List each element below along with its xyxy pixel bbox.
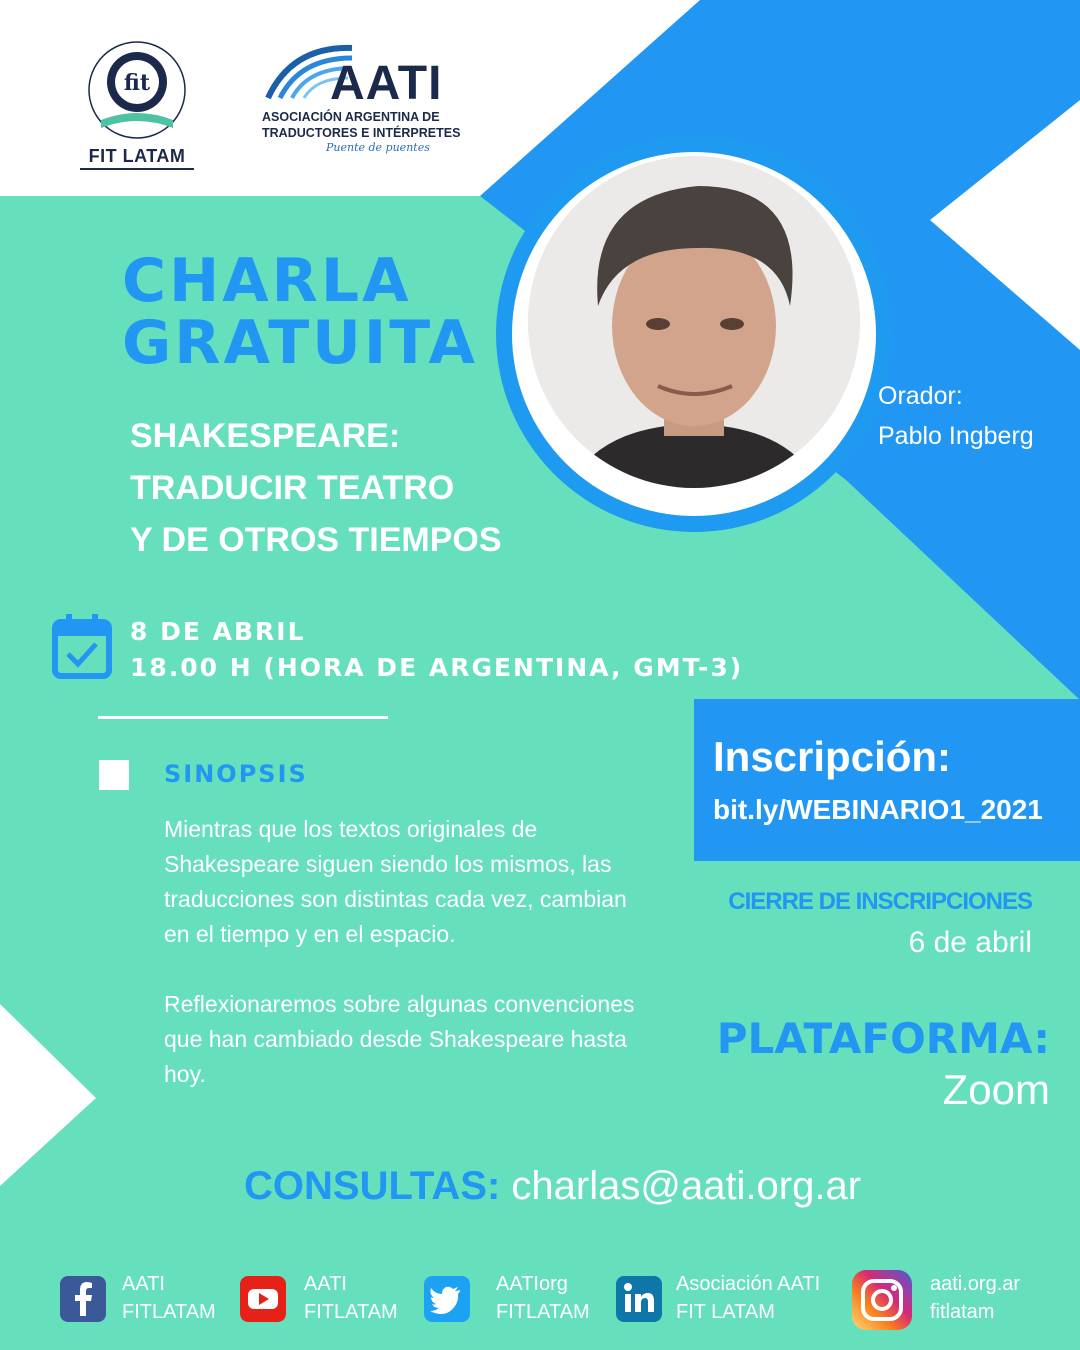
event-time: 18.00 H (HORA DE ARGENTINA, GMT-3) xyxy=(130,653,744,682)
social-facebook-line2: FITLATAM xyxy=(122,1301,216,1323)
youtube-icon[interactable] xyxy=(240,1276,286,1322)
event-datetime xyxy=(130,614,743,686)
fit-underline xyxy=(80,168,194,170)
bullet-square xyxy=(99,760,129,790)
registration-title: Inscripción: xyxy=(713,733,952,780)
contact-line xyxy=(244,1164,861,1209)
platform-title: PLATAFORMA: xyxy=(716,1014,1050,1063)
social-linkedin-text[interactable] xyxy=(676,1270,820,1326)
social-instagram-line1: aati.org.ar xyxy=(930,1273,1021,1295)
headline xyxy=(122,246,478,378)
headline-line2: GRATUITA xyxy=(122,308,478,378)
social-instagram-line2: fitlatam xyxy=(930,1301,995,1323)
instagram-icon[interactable] xyxy=(852,1270,912,1330)
synopsis-body xyxy=(164,812,644,1127)
social-facebook-line1: AATI xyxy=(122,1273,165,1295)
speaker-name: Pablo Ingberg xyxy=(878,422,1034,450)
talk-title xyxy=(130,410,502,566)
fit-latam-label: FIT LATAM xyxy=(88,146,186,166)
closing-title: CIERRE DE INSCRIPCIONES xyxy=(728,888,1032,915)
social-youtube-line1: AATI xyxy=(304,1273,347,1295)
facebook-icon[interactable] xyxy=(60,1276,106,1322)
social-instagram-text[interactable] xyxy=(930,1270,1020,1326)
aati-tagline: Puente de puentes xyxy=(326,141,430,154)
calendar-check-icon xyxy=(52,614,112,680)
social-youtube-line2: FITLATAM xyxy=(304,1301,398,1323)
social-youtube-text[interactable] xyxy=(304,1270,398,1326)
linkedin-icon[interactable] xyxy=(616,1276,662,1322)
closing-date: 6 de abril xyxy=(908,926,1032,959)
talk-title-line2: TRADUCIR TEATRO xyxy=(130,469,455,507)
social-linkedin-line1: Asociación AATI xyxy=(676,1273,821,1295)
platform-value: Zoom xyxy=(942,1066,1050,1113)
speaker-info xyxy=(878,376,1034,456)
svg-text:fit: fit xyxy=(123,70,151,96)
twitter-icon[interactable] xyxy=(424,1276,470,1322)
synopsis-title: SINOPSIS xyxy=(164,760,308,788)
aati-logo-line2: TRADUCTORES E INTÉRPRETES xyxy=(262,126,461,140)
synopsis-paragraph-2: Reflexionaremos sobre algunas convenciones que han cambiado desde Shakespeare hasta hoy. xyxy=(164,991,635,1087)
social-twitter-text[interactable] xyxy=(496,1270,590,1326)
speaker-role: Orador: xyxy=(878,382,963,410)
event-date: 8 DE ABRIL xyxy=(130,617,306,646)
section-divider xyxy=(98,716,388,719)
contact-label: CONSULTAS: xyxy=(244,1164,501,1208)
talk-title-line1: SHAKESPEARE: xyxy=(130,417,401,455)
speaker-photo xyxy=(528,156,860,488)
social-linkedin-line2: FIT LATAM xyxy=(676,1301,775,1323)
aati-logo-line1: ASOCIACIÓN ARGENTINA DE xyxy=(262,110,440,124)
aati-logo-title: AATI xyxy=(330,57,443,110)
social-twitter-line1: AATIorg xyxy=(496,1273,568,1295)
registration-link[interactable]: bit.ly/WEBINARIO1_2021 xyxy=(713,794,1043,825)
synopsis-paragraph-1: Mientras que los textos originales de Shakespeare siguen siendo los mismos, las traducciones son distintas cada vez, cambian en el tiempo y en el espacio. xyxy=(164,816,627,947)
headline-line1: CHARLA xyxy=(122,246,412,316)
social-facebook-text[interactable] xyxy=(122,1270,216,1326)
talk-title-line3: Y DE OTROS TIEMPOS xyxy=(130,521,502,559)
contact-email[interactable]: charlas@aati.org.ar xyxy=(500,1164,862,1208)
social-twitter-line2: FITLATAM xyxy=(496,1301,590,1323)
